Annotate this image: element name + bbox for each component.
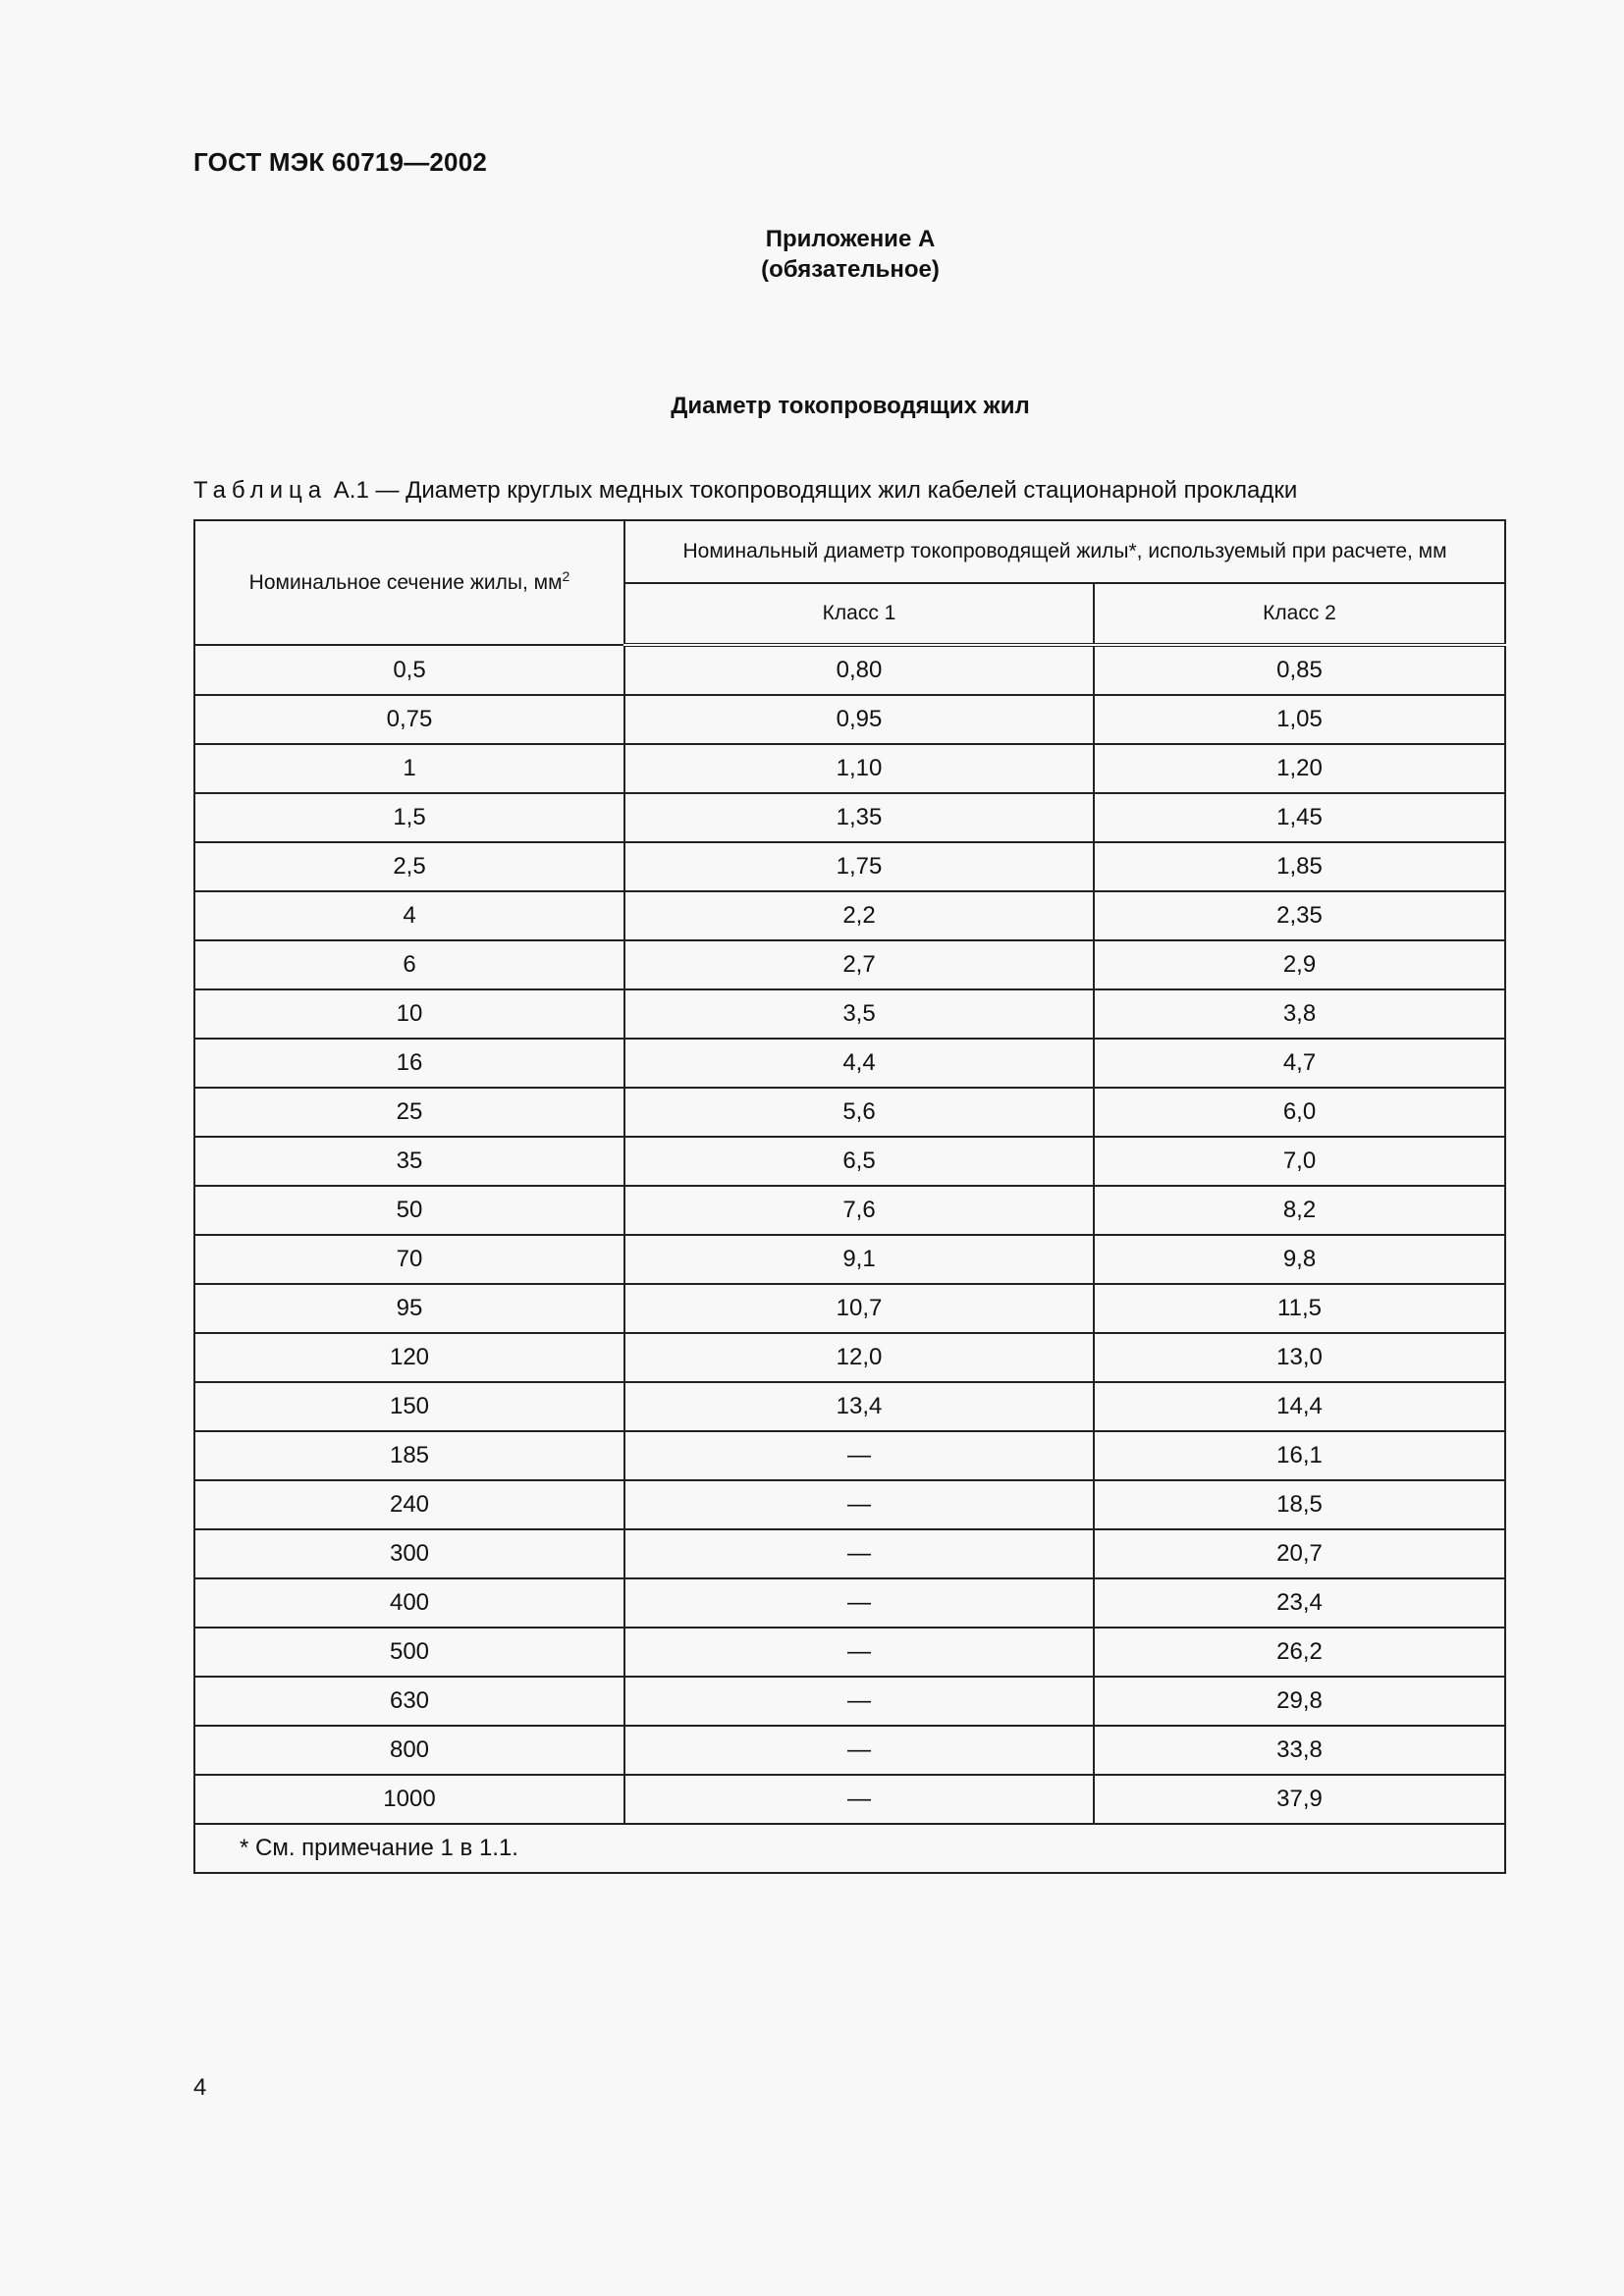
table-row xyxy=(194,1186,1505,1235)
cell-class-2: 2,9 xyxy=(1094,940,1505,989)
cell-class-1: 7,6 xyxy=(624,1186,1094,1235)
table-caption xyxy=(193,477,1297,505)
cell-class-2: 29,8 xyxy=(1094,1677,1505,1726)
cell-section: 500 xyxy=(194,1628,624,1677)
table-row xyxy=(194,1039,1505,1088)
cell-class-2: 16,1 xyxy=(1094,1431,1505,1480)
header-class-1: Класс 1 xyxy=(624,583,1094,645)
table-row xyxy=(194,1578,1505,1628)
table-body xyxy=(194,645,1505,1824)
header-nominal-section-sup: 2 xyxy=(562,567,570,584)
cell-class-2: 3,8 xyxy=(1094,989,1505,1039)
table-row xyxy=(194,1628,1505,1677)
cell-class-2: 9,8 xyxy=(1094,1235,1505,1284)
cell-class-1: 9,1 xyxy=(624,1235,1094,1284)
table-row xyxy=(194,1284,1505,1333)
cell-section: 25 xyxy=(194,1088,624,1137)
cell-class-2: 37,9 xyxy=(1094,1775,1505,1824)
cell-class-2: 13,0 xyxy=(1094,1333,1505,1382)
table-row xyxy=(194,1775,1505,1824)
cell-section: 10 xyxy=(194,989,624,1039)
cell-class-2: 1,85 xyxy=(1094,842,1505,891)
table-row xyxy=(194,793,1505,842)
cell-section: 1,5 xyxy=(194,793,624,842)
cell-class-1: — xyxy=(624,1480,1094,1529)
cell-class-2: 20,7 xyxy=(1094,1529,1505,1578)
cell-class-2: 1,05 xyxy=(1094,695,1505,744)
section-title: Диаметр токопроводящих жил xyxy=(671,393,1030,419)
table-row xyxy=(194,1088,1505,1137)
cell-class-1: — xyxy=(624,1677,1094,1726)
table-row xyxy=(194,1480,1505,1529)
table-row xyxy=(194,1382,1505,1431)
cell-class-1: 4,4 xyxy=(624,1039,1094,1088)
cell-section: 630 xyxy=(194,1677,624,1726)
cell-section: 95 xyxy=(194,1284,624,1333)
cell-class-2: 4,7 xyxy=(1094,1039,1505,1088)
cell-class-1: 2,7 xyxy=(624,940,1094,989)
header-nominal-diameter: Номинальный диаметр токопроводящей жилы*, используемый при расчете, мм xyxy=(624,520,1505,583)
table-row xyxy=(194,695,1505,744)
cell-class-1: 2,2 xyxy=(624,891,1094,940)
table-caption-label: Таблица xyxy=(193,477,328,504)
table-footnote: * См. примечание 1 в 1.1. xyxy=(194,1824,1505,1873)
cell-section: 185 xyxy=(194,1431,624,1480)
table-row xyxy=(194,989,1505,1039)
cell-class-2: 1,20 xyxy=(1094,744,1505,793)
cell-class-1: 0,95 xyxy=(624,695,1094,744)
cell-class-1: 1,35 xyxy=(624,793,1094,842)
table-row xyxy=(194,1333,1505,1382)
header-class-2: Класс 2 xyxy=(1094,583,1505,645)
cell-class-2: 8,2 xyxy=(1094,1186,1505,1235)
diameter-table xyxy=(193,519,1506,1874)
appendix-status: (обязательное) xyxy=(761,256,940,283)
cell-class-2: 6,0 xyxy=(1094,1088,1505,1137)
cell-class-1: — xyxy=(624,1431,1094,1480)
cell-class-1: — xyxy=(624,1578,1094,1628)
table-row xyxy=(194,1529,1505,1578)
cell-section: 50 xyxy=(194,1186,624,1235)
cell-class-1: 13,4 xyxy=(624,1382,1094,1431)
cell-class-2: 2,35 xyxy=(1094,891,1505,940)
cell-class-1: — xyxy=(624,1529,1094,1578)
cell-class-2: 33,8 xyxy=(1094,1726,1505,1775)
cell-class-2: 11,5 xyxy=(1094,1284,1505,1333)
cell-class-2: 14,4 xyxy=(1094,1382,1505,1431)
cell-class-1: 12,0 xyxy=(624,1333,1094,1382)
cell-class-2: 0,85 xyxy=(1094,645,1505,695)
cell-section: 70 xyxy=(194,1235,624,1284)
page-number: 4 xyxy=(193,2074,207,2101)
table-row xyxy=(194,1235,1505,1284)
cell-section: 0,5 xyxy=(194,645,624,695)
cell-class-1: 1,10 xyxy=(624,744,1094,793)
cell-class-2: 23,4 xyxy=(1094,1578,1505,1628)
table-row xyxy=(194,744,1505,793)
table-row xyxy=(194,1677,1505,1726)
cell-section: 0,75 xyxy=(194,695,624,744)
cell-class-2: 1,45 xyxy=(1094,793,1505,842)
cell-class-1: 6,5 xyxy=(624,1137,1094,1186)
cell-section: 120 xyxy=(194,1333,624,1382)
cell-class-1: 1,75 xyxy=(624,842,1094,891)
table-row xyxy=(194,891,1505,940)
cell-class-1: — xyxy=(624,1628,1094,1677)
table-row xyxy=(194,645,1505,695)
cell-class-2: 26,2 xyxy=(1094,1628,1505,1677)
cell-section: 35 xyxy=(194,1137,624,1186)
cell-section: 400 xyxy=(194,1578,624,1628)
cell-class-1: 0,80 xyxy=(624,645,1094,695)
table-row xyxy=(194,1726,1505,1775)
cell-section: 16 xyxy=(194,1039,624,1088)
appendix-heading xyxy=(0,224,1624,285)
cell-section: 1000 xyxy=(194,1775,624,1824)
cell-section: 1 xyxy=(194,744,624,793)
cell-section: 300 xyxy=(194,1529,624,1578)
appendix-title: Приложение А xyxy=(765,226,936,252)
cell-section: 6 xyxy=(194,940,624,989)
cell-class-1: — xyxy=(624,1726,1094,1775)
cell-class-1: 5,6 xyxy=(624,1088,1094,1137)
table-row xyxy=(194,842,1505,891)
cell-class-2: 18,5 xyxy=(1094,1480,1505,1529)
table-caption-text: А.1 — Диаметр круглых медных токопроводящих жил кабелей стационарной прокладки xyxy=(333,477,1298,504)
cell-section: 150 xyxy=(194,1382,624,1431)
cell-class-1: 10,7 xyxy=(624,1284,1094,1333)
document-code: ГОСТ МЭК 60719—2002 xyxy=(193,147,488,177)
cell-class-1: 3,5 xyxy=(624,989,1094,1039)
cell-section: 240 xyxy=(194,1480,624,1529)
cell-section: 800 xyxy=(194,1726,624,1775)
table-row xyxy=(194,940,1505,989)
header-nominal-section: Номинальное сечение жилы, $мм^2$ xyxy=(194,520,624,645)
cell-class-1: — xyxy=(624,1775,1094,1824)
table-row xyxy=(194,1137,1505,1186)
table-row xyxy=(194,1431,1505,1480)
cell-section: 2,5 xyxy=(194,842,624,891)
cell-class-2: 7,0 xyxy=(1094,1137,1505,1186)
cell-section: 4 xyxy=(194,891,624,940)
